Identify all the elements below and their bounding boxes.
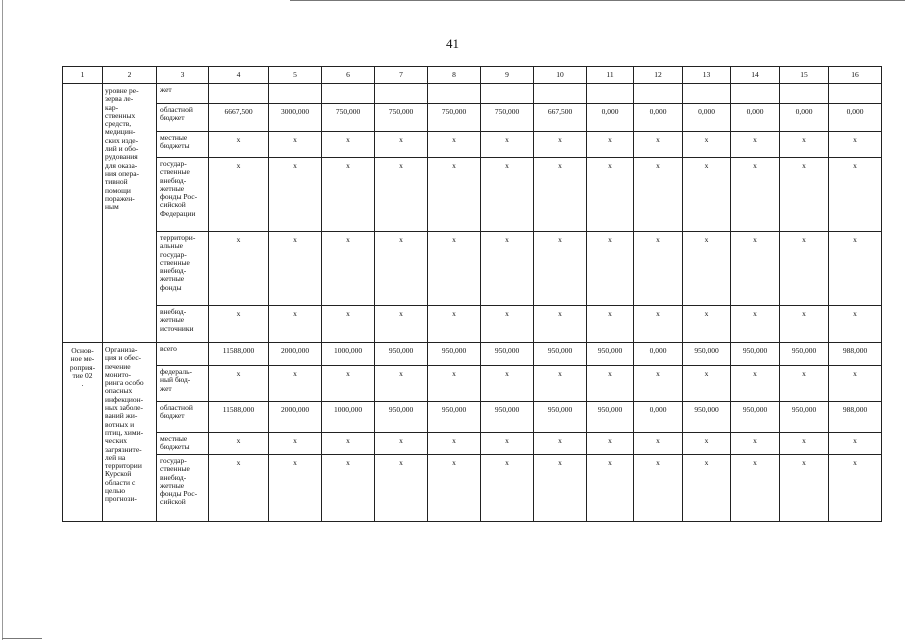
value-cell: x — [375, 366, 428, 402]
table-row — [63, 306, 882, 343]
header-cell-8: 8 — [428, 67, 481, 84]
value-cell: x — [481, 232, 534, 306]
value-cell: x — [829, 232, 882, 306]
value-cell: x — [322, 132, 375, 158]
value-cell: x — [587, 158, 634, 232]
value-cell: x — [683, 132, 731, 158]
value-cell: 988,000 — [829, 402, 882, 433]
value-cell: 750,000 — [375, 104, 428, 132]
value-cell: x — [481, 366, 534, 402]
value-cell: 667,500 — [534, 104, 587, 132]
value-cell: x — [534, 433, 587, 455]
value-cell: x — [780, 158, 829, 232]
header-cell-16: 16 — [829, 67, 882, 84]
funding-source-cell: федераль- ный бюд- жет — [157, 366, 209, 402]
table-row — [63, 343, 882, 366]
value-cell: x — [829, 455, 882, 522]
value-cell: x — [375, 158, 428, 232]
value-cell: x — [829, 433, 882, 455]
value-cell — [683, 84, 731, 104]
value-cell: x — [683, 158, 731, 232]
header-cell-14: 14 — [731, 67, 780, 84]
value-cell: x — [683, 455, 731, 522]
value-cell: x — [269, 366, 322, 402]
value-cell: x — [428, 132, 481, 158]
value-cell: 750,000 — [322, 104, 375, 132]
header-cell-6: 6 — [322, 67, 375, 84]
value-cell — [269, 84, 322, 104]
value-cell: x — [209, 366, 269, 402]
value-cell: x — [731, 232, 780, 306]
funding-source-cell: местные бюджеты — [157, 132, 209, 158]
value-cell: x — [375, 132, 428, 158]
value-cell: x — [269, 433, 322, 455]
value-cell: x — [780, 433, 829, 455]
value-cell: 0,000 — [829, 104, 882, 132]
value-cell: x — [209, 455, 269, 522]
value-cell: 950,000 — [481, 402, 534, 433]
value-cell: x — [428, 232, 481, 306]
value-cell: x — [780, 366, 829, 402]
value-cell: x — [322, 232, 375, 306]
value-cell: x — [534, 132, 587, 158]
value-cell: x — [731, 433, 780, 455]
value-cell: 1000,000 — [322, 343, 375, 366]
budget-table — [62, 66, 882, 522]
page-number: 41 — [446, 36, 459, 51]
value-cell: x — [481, 132, 534, 158]
value-cell — [587, 84, 634, 104]
funding-source-cell: государ- ственные внебюд- жетные фонды Рос- сийской — [157, 455, 209, 522]
header-cell-13: 13 — [683, 67, 731, 84]
funding-source-cell: областной бюджет — [157, 402, 209, 433]
value-cell: x — [587, 433, 634, 455]
value-cell: x — [634, 455, 683, 522]
value-cell: 950,000 — [428, 343, 481, 366]
value-cell: x — [375, 455, 428, 522]
value-cell: x — [322, 455, 375, 522]
header-cell-3: 3 — [157, 67, 209, 84]
value-cell: x — [209, 433, 269, 455]
funding-source-cell: областной бюджет — [157, 104, 209, 132]
value-cell: 3000,000 — [269, 104, 322, 132]
value-cell: x — [731, 366, 780, 402]
funding-source-cell: государ- ственные внебюд- жетные фонды Рос- сийской Федерации — [157, 158, 209, 232]
value-cell: x — [534, 306, 587, 343]
measure-code-cell: Основ- ное ме- роприя- тие 02 . — [63, 343, 103, 522]
value-cell: 950,000 — [375, 343, 428, 366]
value-cell: 0,000 — [587, 104, 634, 132]
header-cell-5: 5 — [269, 67, 322, 84]
header-cell-2: 2 — [103, 67, 157, 84]
value-cell: x — [780, 132, 829, 158]
table-row — [63, 132, 882, 158]
value-cell: x — [209, 132, 269, 158]
value-cell: 750,000 — [481, 104, 534, 132]
value-cell — [780, 84, 829, 104]
value-cell: x — [375, 232, 428, 306]
header-cell-4: 4 — [209, 67, 269, 84]
value-cell: x — [829, 158, 882, 232]
value-cell: 11588,000 — [209, 402, 269, 433]
value-cell: x — [587, 455, 634, 522]
value-cell: x — [428, 455, 481, 522]
value-cell: 950,000 — [683, 343, 731, 366]
value-cell: x — [269, 306, 322, 343]
value-cell: x — [683, 433, 731, 455]
value-cell: x — [269, 455, 322, 522]
value-cell: x — [780, 232, 829, 306]
value-cell: 950,000 — [534, 402, 587, 433]
value-cell: x — [731, 455, 780, 522]
value-cell: 950,000 — [587, 402, 634, 433]
value-cell: x — [634, 232, 683, 306]
table-row — [63, 84, 882, 104]
value-cell — [375, 84, 428, 104]
value-cell: 11588,000 — [209, 343, 269, 366]
value-cell: x — [322, 306, 375, 343]
value-cell: 0,000 — [731, 104, 780, 132]
value-cell: 950,000 — [428, 402, 481, 433]
value-cell: x — [269, 158, 322, 232]
value-cell: x — [587, 366, 634, 402]
value-cell: x — [534, 366, 587, 402]
value-cell: x — [428, 306, 481, 343]
funding-source-cell: всего — [157, 343, 209, 366]
value-cell: x — [322, 433, 375, 455]
value-cell: 988,000 — [829, 343, 882, 366]
value-cell: 950,000 — [780, 343, 829, 366]
header-cell-7: 7 — [375, 67, 428, 84]
value-cell: x — [269, 132, 322, 158]
value-cell: 950,000 — [731, 343, 780, 366]
funding-source-cell: внебюд- жетные источники — [157, 306, 209, 343]
value-cell: x — [375, 306, 428, 343]
value-cell: 950,000 — [375, 402, 428, 433]
value-cell — [634, 84, 683, 104]
value-cell: 950,000 — [683, 402, 731, 433]
value-cell: x — [428, 366, 481, 402]
value-cell: 950,000 — [534, 343, 587, 366]
value-cell — [731, 84, 780, 104]
value-cell: x — [269, 232, 322, 306]
value-cell: 0,000 — [634, 402, 683, 433]
header-cell-15: 15 — [780, 67, 829, 84]
value-cell: x — [209, 232, 269, 306]
value-cell: x — [587, 232, 634, 306]
value-cell — [829, 84, 882, 104]
value-cell: x — [587, 306, 634, 343]
value-cell: 750,000 — [428, 104, 481, 132]
value-cell: x — [829, 366, 882, 402]
value-cell: 1000,000 — [322, 402, 375, 433]
value-cell: 6667,500 — [209, 104, 269, 132]
value-cell: x — [731, 306, 780, 343]
value-cell: x — [731, 132, 780, 158]
value-cell: x — [634, 366, 683, 402]
table-row — [63, 433, 882, 455]
value-cell: 2000,000 — [269, 402, 322, 433]
value-cell: x — [534, 158, 587, 232]
value-cell: 950,000 — [731, 402, 780, 433]
value-cell: x — [829, 306, 882, 343]
header-cell-10: 10 — [534, 67, 587, 84]
table-row — [63, 232, 882, 306]
bottom-rule — [2, 638, 42, 639]
header-row — [63, 67, 882, 84]
measure-code-cell — [63, 84, 103, 343]
value-cell — [428, 84, 481, 104]
header-cell-1: 1 — [63, 67, 103, 84]
top-rule — [290, 0, 905, 1]
funding-source-cell: местные бюджеты — [157, 433, 209, 455]
value-cell: x — [731, 158, 780, 232]
value-cell: 0,000 — [634, 104, 683, 132]
header-cell-11: 11 — [587, 67, 634, 84]
value-cell: x — [481, 306, 534, 343]
value-cell — [534, 84, 587, 104]
table-row — [63, 455, 882, 522]
value-cell: x — [481, 455, 534, 522]
left-rule — [2, 0, 3, 640]
value-cell: 2000,000 — [269, 343, 322, 366]
header-cell-9: 9 — [481, 67, 534, 84]
table-row — [63, 366, 882, 402]
value-cell — [209, 84, 269, 104]
value-cell: x — [587, 132, 634, 158]
value-cell: x — [634, 132, 683, 158]
value-cell: x — [634, 158, 683, 232]
value-cell — [322, 84, 375, 104]
value-cell: x — [481, 433, 534, 455]
value-cell: x — [683, 306, 731, 343]
value-cell: 0,000 — [683, 104, 731, 132]
value-cell: x — [375, 433, 428, 455]
value-cell: x — [780, 306, 829, 343]
value-cell: x — [683, 366, 731, 402]
value-cell: x — [428, 433, 481, 455]
value-cell: x — [780, 455, 829, 522]
value-cell: 950,000 — [780, 402, 829, 433]
value-cell: x — [209, 306, 269, 343]
table-row — [63, 402, 882, 433]
value-cell: 0,000 — [634, 343, 683, 366]
table-row — [63, 104, 882, 132]
value-cell: x — [829, 132, 882, 158]
header-cell-12: 12 — [634, 67, 683, 84]
value-cell: x — [481, 158, 534, 232]
value-cell: 950,000 — [481, 343, 534, 366]
value-cell: x — [634, 433, 683, 455]
table-row — [63, 158, 882, 232]
value-cell: x — [683, 232, 731, 306]
value-cell: x — [209, 158, 269, 232]
value-cell — [481, 84, 534, 104]
value-cell: x — [322, 158, 375, 232]
value-cell: 0,000 — [780, 104, 829, 132]
measure-name-cell: Организа- ция и обес- печение монито- ринга особо опасных инфекцион- ных заболе- ваний жи- вотных и птиц, хими- ческих загрязните- лей на территории Курской области с целью прогнози- — [103, 343, 157, 522]
value-cell: x — [534, 455, 587, 522]
value-cell: 950,000 — [587, 343, 634, 366]
value-cell: x — [322, 366, 375, 402]
value-cell: x — [634, 306, 683, 343]
funding-source-cell: территори- альные государ- ственные внебюд- жетные фонды — [157, 232, 209, 306]
value-cell: x — [534, 232, 587, 306]
value-cell: x — [428, 158, 481, 232]
measure-name-cell: уровне ре- зерва ле- кар- ственных средств, медицин- ских изде- лий и обо- рудования для оказа- ния опера- тивной помощи поражен- ным — [103, 84, 157, 343]
funding-source-cell: жет — [157, 84, 209, 104]
